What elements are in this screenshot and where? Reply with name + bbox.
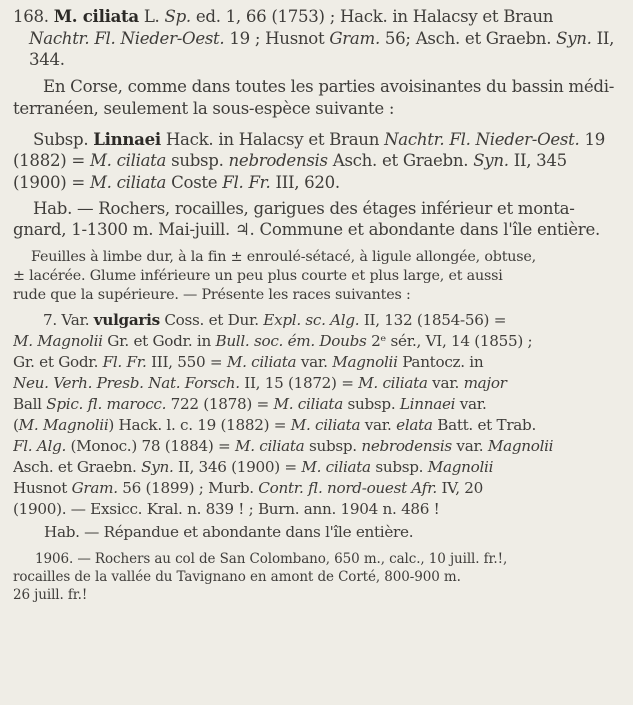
text-run: (1900) = <box>13 172 90 192</box>
corse-note-line: terranéen, seulement la sous-espèce suivante : <box>13 98 395 118</box>
species-entry-line <box>13 6 623 28</box>
species-entry-line <box>13 28 623 50</box>
text-run: Coste <box>166 172 223 192</box>
italic-text: Fl. Fr. <box>102 353 147 372</box>
text-run: Coss. et Dur. <box>159 311 264 330</box>
text-run: 168. <box>13 7 54 26</box>
italic-text: M. ciliata <box>89 172 167 192</box>
taxon-name: M. ciliata <box>53 6 139 26</box>
text-run: subsp. <box>166 151 229 171</box>
variety-line <box>13 373 623 394</box>
text-run: 56; Asch. et Graebn. <box>379 28 557 48</box>
italic-text: Sp. <box>164 7 191 26</box>
text-run: II, 132 (1854-56) = <box>359 311 507 330</box>
text-run: Gr. et Godr. in <box>102 332 216 351</box>
italic-text: Magnolii <box>332 353 398 372</box>
text-run: subsp. <box>342 395 400 414</box>
italic-text: Syn. <box>141 458 174 477</box>
corse-note-line: En Corse, comme dans toutes les parties avoisinantes du bassin médi- <box>43 77 615 97</box>
text-run: Asch. et Graebn. <box>327 151 474 171</box>
text-run: (1882) = <box>13 151 90 171</box>
italic-text: M. ciliata <box>89 151 167 171</box>
taxon-name: Linnaei <box>93 128 161 149</box>
text-run: Pantocz. in <box>397 353 484 372</box>
description <box>13 248 623 305</box>
text-run: Gr. et Godr. <box>13 353 103 372</box>
text-run: 722 (1878) = <box>166 395 274 414</box>
italic-text: Fl. Alg. <box>13 437 67 456</box>
text-run: IV, 20 <box>436 479 483 498</box>
variety-habitat: Hab. — Répandue et abondante dans l'île entière. <box>44 523 414 542</box>
italic-text: M. Magnolii <box>18 416 109 435</box>
text-run: var. <box>455 395 487 414</box>
variety-line <box>13 352 623 373</box>
italic-text: Magnolii <box>487 437 554 456</box>
italic-text: M. ciliata <box>234 437 305 456</box>
italic-text: M. ciliata <box>273 395 343 414</box>
text-run: Batt. et Trab. <box>432 416 537 435</box>
collection-record-line: 1906. — Rochers au col de San Colombano, 650 m., calc., 10 juill. fr.!, <box>35 551 508 568</box>
taxon-name: vulgaris <box>93 311 160 330</box>
italic-text: M. ciliata <box>290 416 361 435</box>
italic-text: Syn. <box>473 151 509 171</box>
variety-entry <box>13 310 623 520</box>
italic-text: Magnolii <box>427 458 494 477</box>
text-run: III, 620. <box>270 172 340 192</box>
italic-text: Gram. <box>71 479 118 498</box>
text-run: (Monoc.) 78 (1884) = <box>66 437 235 456</box>
description-line: rude que la supérieure. — Présente les races suivantes : <box>13 287 411 304</box>
subspecies-entry <box>13 129 623 194</box>
italic-text: M. ciliata <box>226 353 297 372</box>
text-run: var. <box>451 437 488 456</box>
text-run: ed. 1, 66 (1753) ; Hack. in Halacsy et Braun <box>190 7 554 26</box>
italic-text: Nachtr. Fl. Nieder-Oest. <box>29 28 225 48</box>
variety-line <box>13 415 623 436</box>
text-run: var. <box>360 416 397 435</box>
corse-note <box>13 76 623 119</box>
text-run: 19 <box>579 129 605 149</box>
italic-text: Linnaei <box>399 395 456 414</box>
italic-text: Syn. <box>556 28 592 48</box>
text-run: subsp. <box>304 437 362 456</box>
variety-line <box>13 394 623 415</box>
italic-text: nebrodensis <box>361 437 452 456</box>
italic-text: Gram. <box>329 28 380 48</box>
variety-line <box>13 331 623 352</box>
text-run: L. <box>138 7 165 26</box>
variety-line <box>13 499 623 520</box>
text-run: II, 15 (1872) = <box>239 374 359 393</box>
text-run: 2ᵉ sér., VI, 14 (1855) ; <box>366 332 533 351</box>
subspecies-line <box>13 150 623 172</box>
italic-text: M. ciliata <box>301 458 371 477</box>
italic-text: M. ciliata <box>358 374 428 393</box>
italic-text: elata <box>396 416 433 435</box>
italic-text: Fl. Fr. <box>222 172 271 192</box>
text-run: Husnot <box>13 479 72 498</box>
text-run: Hack. in Halacsy et Braun <box>160 129 385 149</box>
species-entry-line <box>13 49 623 71</box>
variety-line <box>13 478 623 499</box>
text-run: (1900). — Exsicc. Kral. n. 839 ! ; Burn. ann. 1904 n. 486 ! <box>13 500 440 519</box>
italic-text: nebrodensis <box>228 151 328 171</box>
description-line: ± lacérée. Glume inférieure un peu plus courte et plus large, et aussi <box>13 268 503 285</box>
text-run: var. <box>427 374 464 393</box>
subspecies-line <box>13 172 623 194</box>
subspecies-line <box>13 129 623 151</box>
subspecies-habitat <box>13 198 623 241</box>
italic-text: Spic. fl. marocc. <box>46 395 167 414</box>
italic-text: Contr. fl. nord-ouest Afr. <box>258 479 437 498</box>
text-run: Asch. et Graebn. <box>13 458 142 477</box>
italic-text: Nachtr. Fl. Nieder-Oest. <box>384 129 580 149</box>
text-run: ( <box>13 416 19 435</box>
text-run: 19 ; Husnot <box>224 28 330 48</box>
text-run: Subsp. <box>33 129 94 149</box>
text-run: III, 550 = <box>146 353 227 372</box>
collection-record-line: rocailles de la vallée du Tavignano en amont de Corté, 800-900 m. <box>13 569 461 586</box>
text-run: subsp. <box>370 458 428 477</box>
variety-line <box>13 436 623 457</box>
subspecies-habitat-line: Hab. — Rochers, rocailles, garigues des étages inférieur et monta- <box>33 198 575 218</box>
italic-text: Bull. soc. ém. Doubs <box>215 332 367 351</box>
italic-text: M. Magnolii <box>13 332 103 351</box>
text-run: II, 346 (1900) = <box>173 458 302 477</box>
text-run: Ball <box>13 395 47 414</box>
variety-line <box>13 457 623 478</box>
collection-record <box>13 550 623 605</box>
italic-text: Expl. sc. Alg. <box>263 311 360 330</box>
italic-text: major <box>463 374 507 393</box>
text-run: 7. Var. <box>43 311 94 330</box>
collection-record-line: 26 juill. fr.! <box>13 587 88 604</box>
text-run: II, 345 <box>508 151 567 171</box>
text-run: 56 (1899) ; Murb. <box>117 479 259 498</box>
text-run: var. <box>296 353 333 372</box>
text-run: 344. <box>29 50 65 70</box>
variety-line <box>13 310 623 331</box>
subspecies-habitat-line: gnard, 1-1300 m. Mai-juill. ♃. Commune et abondante dans l'île entière. <box>13 220 600 240</box>
species-entry <box>13 6 623 71</box>
text-run: ) Hack. l. c. 19 (1882) = <box>108 416 291 435</box>
text-run: II, <box>591 28 615 48</box>
description-line: Feuilles à limbe dur, à la fin ± enroulé-sétacé, à ligule allongée, obtuse, <box>31 249 537 266</box>
italic-text: Neu. Verh. Presb. Nat. Forsch. <box>13 374 240 393</box>
